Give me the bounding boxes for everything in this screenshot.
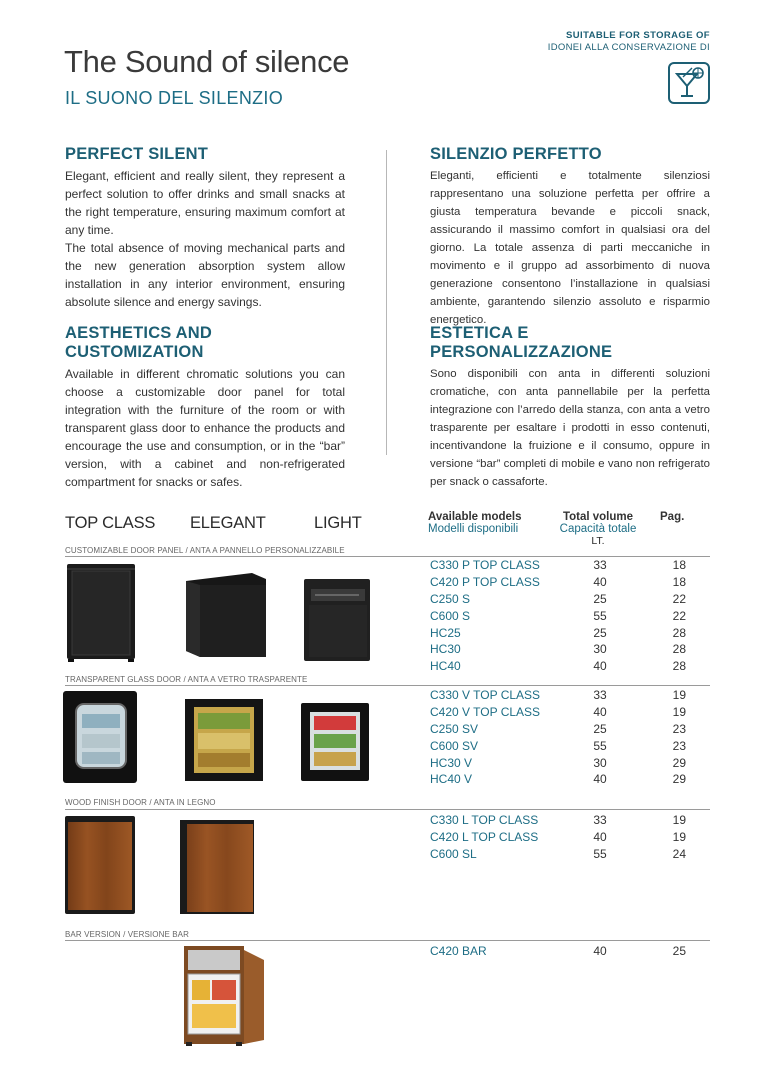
- model-name: C420 BAR: [430, 944, 487, 959]
- group-label-customizable: CUSTOMIZABLE DOOR PANEL / ANTA A PANNELLO PERSONALIZZABILE: [65, 546, 345, 555]
- model-name: C420 P TOP CLASS: [430, 575, 540, 590]
- model-volume: 40: [593, 659, 607, 674]
- model-volume: 40: [593, 830, 607, 845]
- line-top-class: TOP CLASS: [65, 514, 156, 532]
- model-page: 25: [672, 944, 686, 959]
- model-row: [430, 771, 710, 788]
- model-row: [430, 641, 710, 658]
- model-volume: 40: [593, 705, 607, 720]
- cocktail-glass-icon: [668, 62, 710, 104]
- column-divider: [386, 150, 387, 455]
- model-row: [430, 557, 710, 574]
- model-name: C600 S: [430, 608, 471, 623]
- model-volume: 30: [593, 755, 607, 770]
- text-perfect-silent: Elegant, efficient and really silent, they represent a perfect solution to offer drinks and small snacks at the right temperature, ensuring maximum comfort at any time.: [65, 169, 345, 237]
- text-estetica: Sono disponibili con anta in differenti soluzioni cromatiche, con anta pannellabile per la perfetta integrazione con l’arredo della stanza, con anta a vetro trasparente per esaltare i prodotti in esso contenuti, incentivandone la fruizione e il consumo, oppure in versione “bar” completi di mobile e vano non refrigerato per snack o cassaforte.: [430, 368, 710, 488]
- model-name: C420 V TOP CLASS: [430, 705, 541, 720]
- model-page: 28: [672, 642, 686, 657]
- model-volume: 33: [593, 688, 607, 703]
- model-row: [430, 737, 710, 754]
- group-label-glass: TRANSPARENT GLASS DOOR / ANTA A VETRO TRASPARENTE: [65, 675, 308, 684]
- model-row: [430, 754, 710, 771]
- model-page: 29: [672, 755, 686, 770]
- group-rule: [65, 685, 710, 686]
- model-page: 18: [672, 558, 686, 573]
- model-row: [430, 812, 710, 829]
- model-name: C250 SV: [430, 721, 479, 736]
- model-name: C600 SV: [430, 738, 479, 753]
- model-volume: 55: [593, 846, 607, 861]
- model-page: 19: [672, 705, 686, 720]
- heading-estetica: ESTETICA E PERSONALIZZAZIONE: [430, 324, 613, 361]
- group-rule: [65, 940, 710, 941]
- model-row: [430, 658, 710, 675]
- text-perfect-silent-2: The total absence of moving mechanical parts and the new generation absorption system allow installation in any interior environment, ensuring absolute silence and energy savings.: [65, 241, 345, 309]
- header-volume-unit: LT.: [591, 535, 605, 547]
- model-volume: 25: [593, 625, 607, 640]
- model-row: [430, 721, 710, 738]
- line-elegant: ELEGANT: [190, 514, 266, 532]
- model-volume: 55: [593, 608, 607, 623]
- group-rows: [430, 687, 710, 788]
- model-volume: 25: [593, 721, 607, 736]
- model-row: [430, 624, 710, 641]
- model-page: 18: [672, 575, 686, 590]
- model-page: 29: [672, 772, 686, 787]
- model-row: [430, 846, 710, 863]
- model-page: 22: [672, 608, 686, 623]
- header-page: [660, 511, 684, 523]
- model-volume: 40: [593, 944, 607, 959]
- model-page: 23: [672, 738, 686, 753]
- heading-aesthetics: AESTHETICS AND CUSTOMIZATION: [65, 324, 213, 361]
- model-volume: 25: [593, 591, 607, 606]
- heading-silenzio-perfetto: SILENZIO PERFETTO: [430, 145, 602, 163]
- model-row: [430, 574, 710, 591]
- model-page: 19: [672, 830, 686, 845]
- fridge-top-class-glass-image: [62, 690, 140, 786]
- fridge-top-class-wood-image: [64, 815, 138, 917]
- storage-label-en: SUITABLE FOR STORAGE OF: [566, 30, 710, 41]
- group-label-bar: BAR VERSION / VERSIONE BAR: [65, 930, 189, 939]
- model-name: C250 S: [430, 591, 471, 606]
- group-label-wood: WOOD FINISH DOOR / ANTA IN LEGNO: [65, 798, 216, 807]
- model-row: [430, 591, 710, 608]
- group-rows: [430, 812, 710, 862]
- page-title: The Sound of silence: [64, 44, 350, 79]
- model-name: HC30 V: [430, 755, 473, 770]
- model-name: HC40: [430, 659, 461, 674]
- model-row: [430, 829, 710, 846]
- section-aesthetics: [65, 324, 345, 491]
- section-estetica: [430, 324, 710, 491]
- header-volume-en: Total volume: [562, 511, 634, 523]
- model-page: 28: [672, 625, 686, 640]
- line-light: LIGHT: [314, 514, 362, 532]
- model-name: C420 L TOP CLASS: [430, 830, 539, 845]
- model-row: [430, 704, 710, 721]
- model-page: 28: [672, 659, 686, 674]
- fridge-top-class-panel-image: [66, 563, 138, 663]
- model-volume: 30: [593, 642, 607, 657]
- model-row: [430, 943, 710, 960]
- storage-label-it: IDONEI ALLA CONSERVAZIONE DI: [547, 42, 710, 53]
- section-perfect-silent: [65, 145, 345, 311]
- section-silenzio-perfetto: [430, 145, 710, 329]
- model-name: HC30: [430, 642, 461, 657]
- model-page: 22: [672, 591, 686, 606]
- model-page: 19: [672, 688, 686, 703]
- model-volume: 40: [593, 575, 607, 590]
- model-name: HC40 V: [430, 772, 473, 787]
- model-row: [430, 687, 710, 704]
- header-page-label: Pag.: [660, 511, 685, 523]
- model-row: [430, 607, 710, 624]
- model-name: C330 V TOP CLASS: [430, 688, 541, 703]
- group-rows: [430, 943, 710, 960]
- page-subtitle: IL SUONO DEL SILENZIO: [65, 88, 284, 108]
- fridge-light-glass-image: [300, 702, 372, 784]
- header-models-en: Available models: [428, 511, 522, 523]
- model-volume: 40: [593, 772, 607, 787]
- header-models: [428, 511, 522, 535]
- model-volume: 55: [593, 738, 607, 753]
- fridge-light-panel-image: [303, 577, 373, 663]
- heading-perfect-silent: PERFECT SILENT: [65, 145, 209, 163]
- group-rule: [65, 809, 710, 810]
- model-page: 19: [672, 813, 686, 828]
- header-volume-it: Capacità totale: [559, 523, 637, 535]
- fridge-elegant-glass-image: [184, 697, 266, 783]
- fridge-elegant-wood-image: [179, 818, 257, 918]
- model-name: HC25: [430, 625, 461, 640]
- model-volume: 33: [593, 813, 607, 828]
- header-models-it: Modelli disponibili: [428, 523, 519, 535]
- model-page: 24: [672, 846, 686, 861]
- header-volume: [548, 511, 648, 547]
- model-name: C330 L TOP CLASS: [430, 813, 539, 828]
- model-name: C600 SL: [430, 846, 477, 861]
- model-name: C330 P TOP CLASS: [430, 558, 540, 573]
- model-volume: 33: [593, 558, 607, 573]
- text-silenzio-perfetto: Eleganti, efficienti e totalmente silenziosi rappresentano una soluzione perfetta per offrire a giusta temperatura bevande e piccoli snack, assicurando il massimo comfort in qualsiasi ora del giorno. La totale assenza di parti meccaniche in movimento e il gruppo ad assorbimento di nuova generazione consentono l’installazione in qualsiasi ambiente, garantendo silenzio assoluto e risparmio energetico.: [430, 170, 710, 326]
- text-aesthetics: Available in different chromatic solutions you can choose a customizable door panel for total integration with the furniture of the room or with transparent glass door to enhance the products and encourage the use and consumption, or in the “bar” version, with a cabinet and non-refrigerated compartment for snacks or safes.: [65, 367, 345, 489]
- fridge-bar-version-image: [182, 944, 268, 1048]
- fridge-elegant-panel-image: [184, 571, 268, 659]
- group-rows: [430, 557, 710, 675]
- model-page: 23: [672, 721, 686, 736]
